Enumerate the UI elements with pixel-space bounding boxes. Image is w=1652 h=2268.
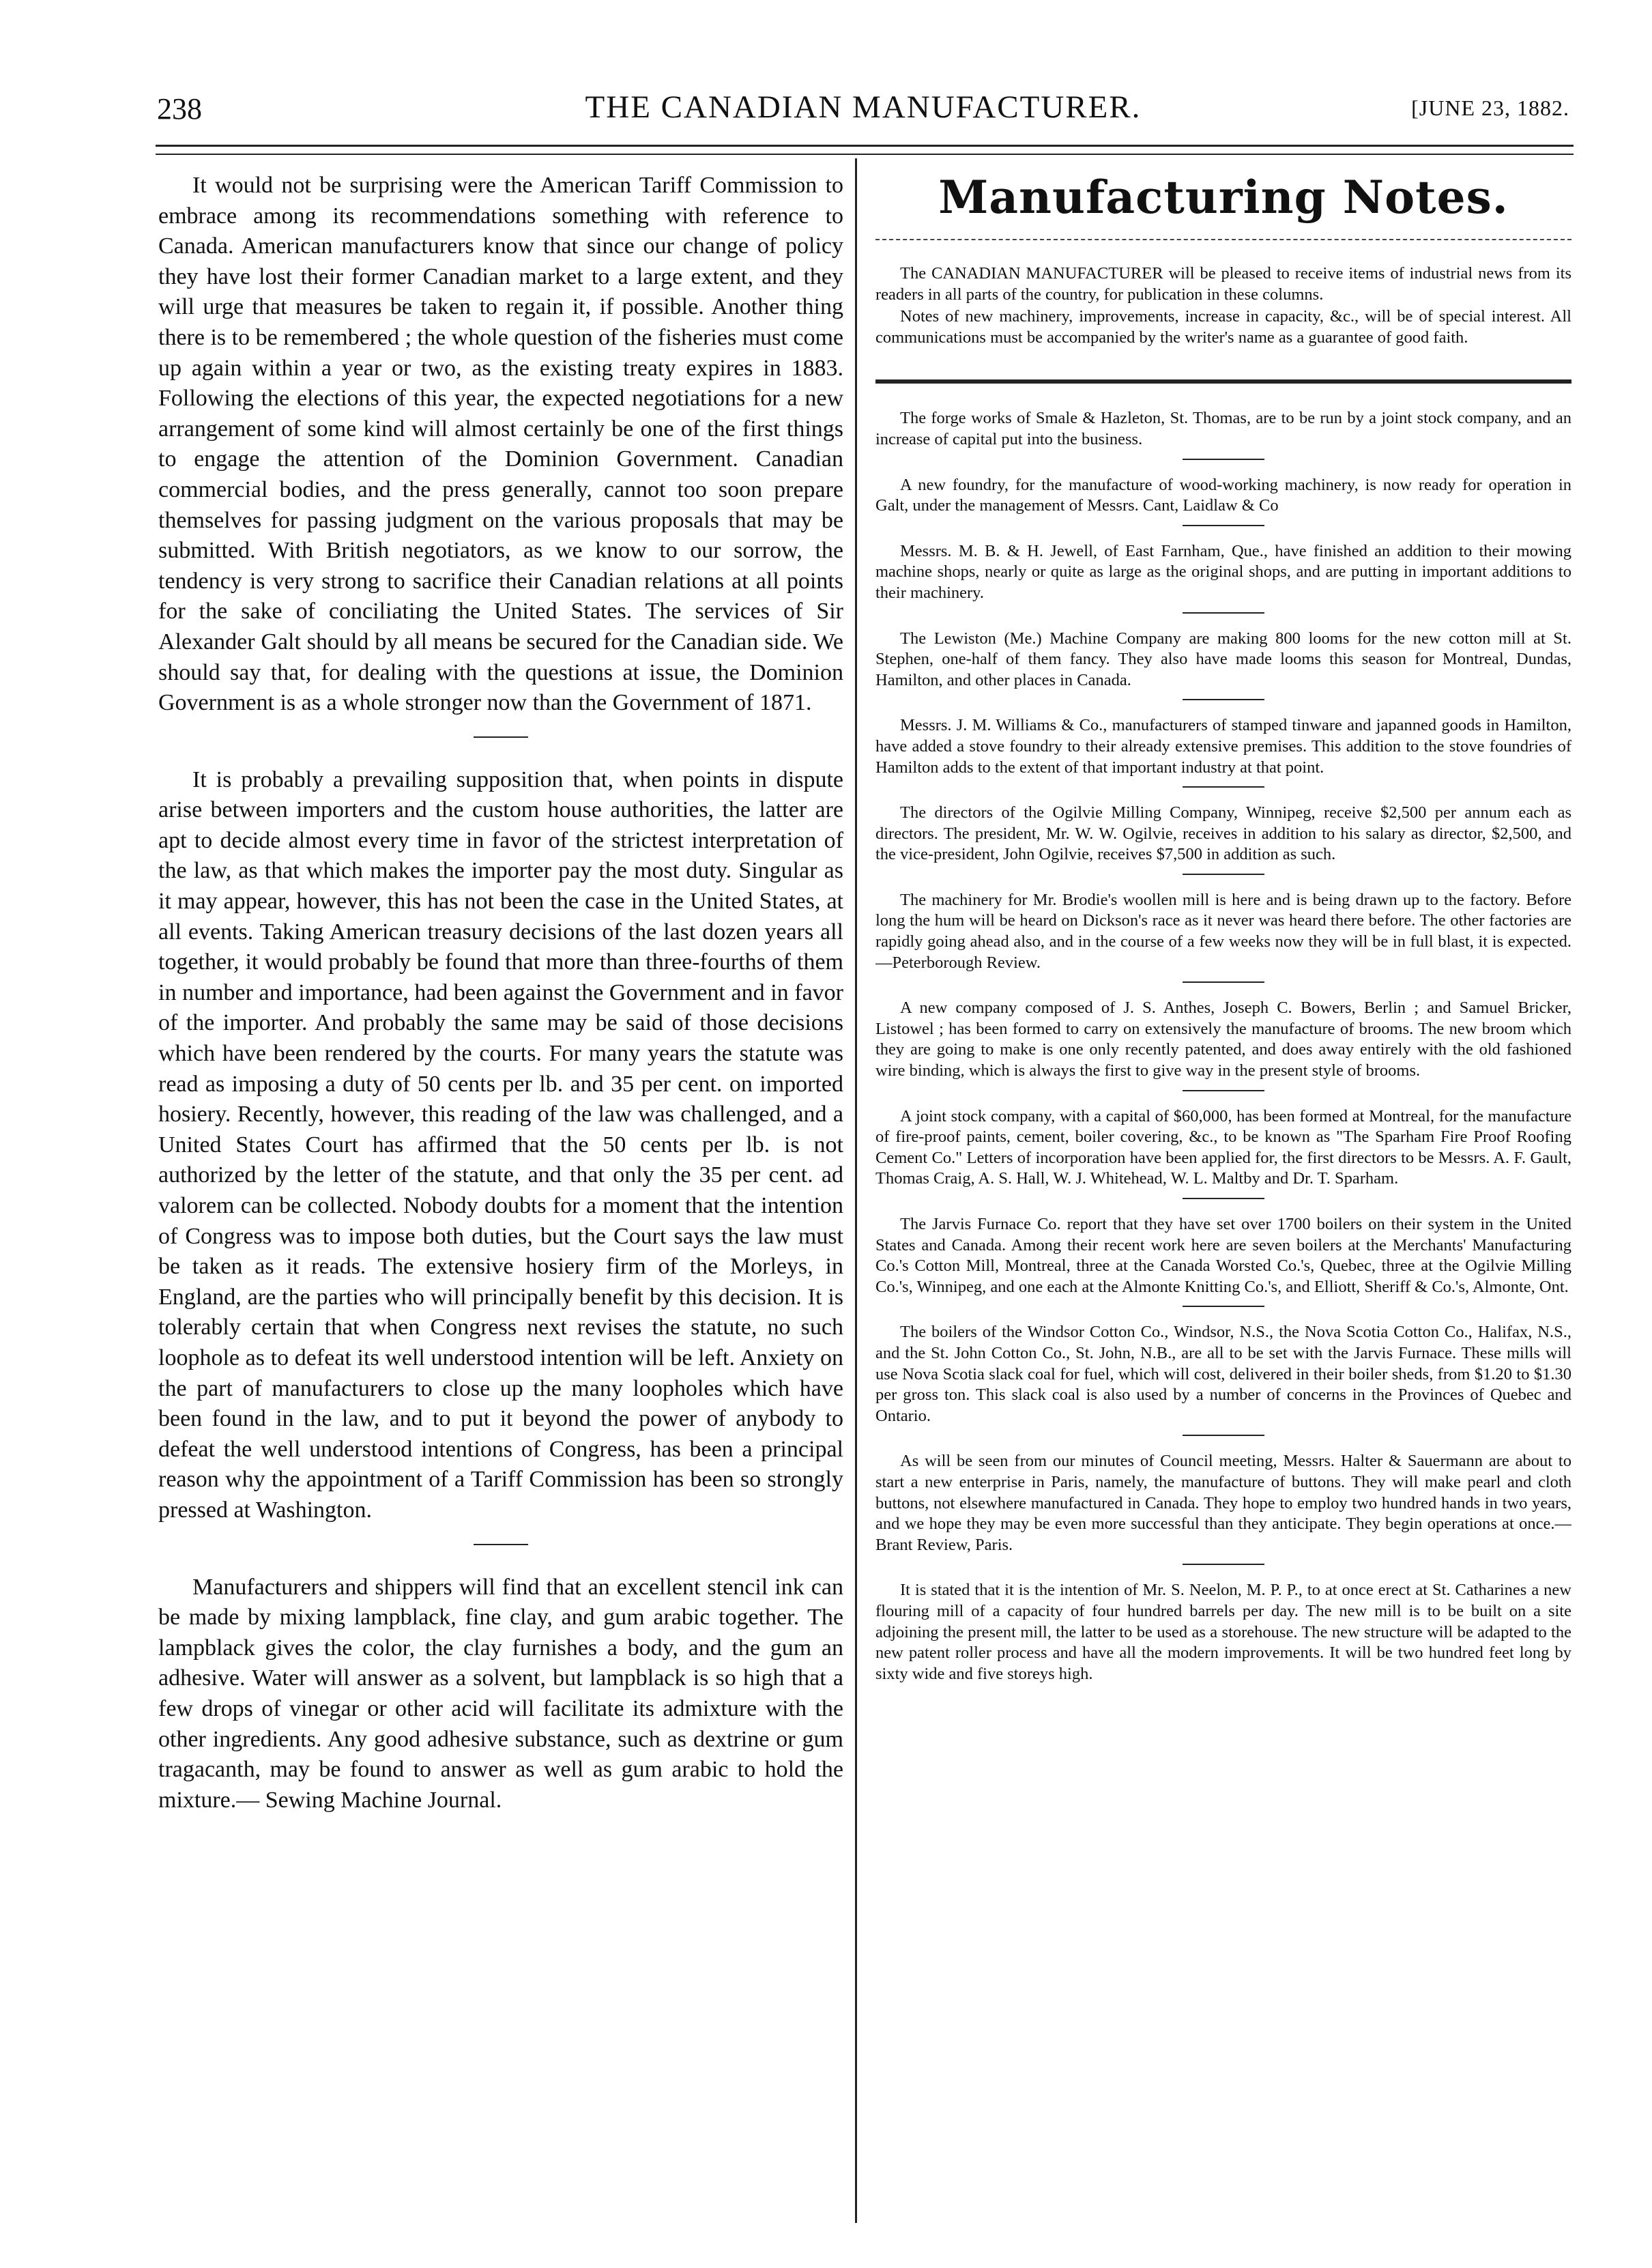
note-item: The machinery for Mr. Brodie's woollen mill is here and is being drawn up to the factory. Before long the hum will be heard on Dickson's race as it never was heard there before. The other factories are rapidly going ahead also, and in the course of a few weeks now they will be in full blast, it is expected.—Peterborough Review.	[875, 890, 1571, 972]
note-item: The Lewiston (Me.) Machine Company are making 800 looms for the new cotton mill at St. Stephen, one-half of them fancy. They also have made looms this season for Montreal, Dundas, Hamilton, and other places in Canada.	[875, 629, 1571, 689]
note-item: The Jarvis Furnace Co. report that they have set over 1700 boilers on their system in the United States and Canada. Among their recent work here are seven boilers at the Merchants' Manufacturing Co.'s Cotton Mill, Montreal, three at the Canada Worsted Co.'s, Quebec, three at the Ogilvie Milling Co.'s, Winnipeg, and one each at the Almonte Knitting Co.'s, and Elliott, Sheriff & Co.'s, Almonte, Ont.	[875, 1215, 1571, 1296]
note-separator	[1183, 874, 1264, 875]
note-separator	[1183, 981, 1264, 983]
note-item: It is stated that it is the intention of Mr. S. Neelon, M. P. P., to at once erect at St. Catharines a new flouring mill of a capacity of four hundred barrels per day. The new mill is to be built on a site adjoining the present mill, the latter to be used as a storehouse. The new structure will be adapted to the new patent roller process and have all the modern improvements. It will be two hundred feet long by sixty wide and five storeys high.	[875, 1581, 1571, 1683]
section-intro	[875, 263, 1571, 348]
issue-date: [JUNE 23, 1882.	[1411, 96, 1569, 120]
note-item: The boilers of the Windsor Cotton Co., Windsor, N.S., the Nova Scotia Cotton Co., Halifax, N.S., and the St. John Cotton Co., St. John, N.B., are all to be set with the Jarvis Furnace. These mills will use Nova Scotia slack coal for fuel, which will cost, delivered in their boiler sheds, from $1.20 to $1.30 per gross ton. This slack coal is also used by a number of concerns in the Provinces of Quebec and Ontario.	[875, 1323, 1571, 1425]
note-item: Messrs. M. B. & H. Jewell, of East Farnham, Que., have finished an addition to their mowing machine shops, nearly or quite as large as the original shops, and are putting in important additions to their machinery.	[875, 541, 1571, 602]
note-item: A joint stock company, with a capital of $60,000, has been formed at Montreal, for the manufacture of fire-proof paints, cement, boiler covering, &c., to be known as "The Sparham Fire Proof Roofing Cement Co." Letters of incorporation have been applied for, the first directors to be Messrs. A. F. Gault, Thomas Craig, A. S. Hall, W. J. Whitehead, W. L. Maltby and Dr. T. Sparham.	[875, 1106, 1571, 1188]
note-separator	[1183, 1306, 1264, 1307]
article-separator	[474, 736, 528, 738]
note-item: A new company composed of J. S. Anthes, Joseph C. Bowers, Berlin ; and Samuel Bricker, Listowel ; has been formed to carry on extensively the manufacture of brooms. The new broom which they are going to make is one only recently patented, and does away entirely with the old fashioned wire binding, which is always the first to give way in the present style of brooms.	[875, 999, 1571, 1080]
note-item: Messrs. J. M. Williams & Co., manufacturers of stamped tinware and japanned goods in Hamilton, have added a stove foundry to their already extensive premises. This addition to the stove foundries of Hamilton adds to the extent of that important industry at that point.	[875, 716, 1571, 777]
heading-rule	[875, 239, 1571, 240]
article-separator	[474, 1544, 528, 1545]
note-item: As will be seen from our minutes of Council meeting, Messrs. Halter & Sauermann are about to start a new enterprise in Paris, namely, the manufacture of buttons. They will make pearl and cloth buttons, not elsewhere manufactured in Canada. They hope to employ two hundred hands in two years, and we hope they may be even more successful than they anticipate. They begin operations at once.—Brant Review, Paris.	[875, 1452, 1571, 1554]
note-item: A new foundry, for the manufacture of wood-working machinery, is now ready for operation in Galt, under the management of Messrs. Cant, Laidlaw & Co	[875, 475, 1571, 515]
section-heading: Manufacturing Notes.	[938, 171, 1509, 224]
note-separator	[1183, 786, 1264, 788]
masthead	[157, 89, 1569, 137]
section-rule	[875, 379, 1571, 384]
masthead-rule	[156, 145, 1574, 155]
note-separator	[1183, 1564, 1264, 1565]
note-item: The forge works of Smale & Hazleton, St. Thomas, are to be run by a joint stock company, and an increase of capital put into the business.	[875, 409, 1571, 448]
note-separator	[1183, 1090, 1264, 1091]
intro-paragraph: Notes of new machinery, improvements, increase in capacity, &c., will be of special interest. All communications must be accompanied by the writer's name as a guarantee of good faith.	[875, 307, 1571, 347]
note-separator	[1183, 612, 1264, 614]
page-number: 238	[157, 92, 202, 126]
right-column	[875, 171, 1571, 2232]
note-separator	[1183, 459, 1264, 460]
publication-title: THE CANADIAN MANUFACTURER.	[585, 89, 1142, 125]
note-separator	[1183, 525, 1264, 526]
column-divider	[855, 158, 857, 2223]
article-tariff-commission: It would not be surprising were the American Tariff Commission to embrace among its recommendations something with reference to Canada. American manufacturers know that since our change of policy they have lost their former Canadian market to a large extent, and they will urge that measures be taken to regain it, if possible. Another thing there is to be remembered ; the whole question of the fisheries must come up again within a year or two, as the existing treaty expires in 1883. Following the elections of this year, the expected negotiations for a new arrangement of some kind will almost certainly be one of the first things to engage the attention of the Dominion Government. Canadian commercial bodies, and the press generally, cannot too soon prepare themselves for passing judgment on the various proposals that may be submitted. With British negotiators, as we know to our sorrow, the tendency is very strong to sacrifice their Canadian relations at all points for the sake of conciliating the United States. The services of Sir Alexander Galt should by all means be secured for the Canadian side. We should say that, for dealing with the questions at issue, the Dominion Government is as a whole stronger now than the Government of 1871.	[158, 173, 843, 716]
article-custom-house-decisions: It is probably a prevailing supposition that, when points in dispute arise between importers and the custom house authorities, the latter are apt to decide almost every time in favor of the strictest interpretation of the law, as that which makes the importer pay the most duty. Singular as it may appear, however, this has not been the case in the United States, at all events. Taking American treasury decisions of the last dozen years all together, it would probably be found that more than three-fourths of them in number and importance, had been against the Government and in favor of the importer. And probably the same may be said of those decisions which have been rendered by the courts. For many years the statute was read as imposing a duty of 50 cents per lb. and 35 per cent. on imported hosiery. Recently, however, this reading of the law was challenged, and a United States Court has affirmed that the 50 cents per lb. is not authorized by the letter of the statute, and that only the 35 per cent. ad valorem can be collected. Nobody doubts for a moment that the intention of Congress was to impose both duties, but the Court says the law must be taken as it reads. The extensive hosiery firm of the Morleys, in England, are the parties who will principally benefit by this decision. It is tolerably certain that when Congress next revises the statute, no such loophole as to defeat its well understood intention will be left. Anxiety on the part of manufacturers to close up the many loopholes which have been found in the law, and to put it beyond the power of anybody to defeat the well understood intentions of Congress, has been a principal reason why the appointment of a Tariff Commission has been so strongly pressed at Washington.	[158, 766, 843, 1523]
note-separator	[1183, 1435, 1264, 1436]
intro-paragraph: The CANADIAN MANUFACTURER will be pleased to receive items of industrial news from its readers in all parts of the country, for publication in these columns.	[875, 264, 1571, 304]
left-column	[158, 171, 843, 2232]
article-stencil-ink: Manufacturers and shippers will find that an excellent stencil ink can be made by mixing lampblack, fine clay, and gum arabic together. The lampblack gives the color, the clay furnishes a body, and the gum an adhesive. Water will answer as a solvent, but lampblack is so high that a few drops of vinegar or other acid will facilitate its admixture with the other ingredients. Any good adhesive substance, such as dextrine or gum tragacanth, may be found to answer as well as gum arabic to hold the mixture.— Sewing Machine Journal.	[158, 1574, 843, 1813]
note-separator	[1183, 1198, 1264, 1199]
note-separator	[1183, 699, 1264, 700]
note-item: The directors of the Ogilvie Milling Company, Winnipeg, receive $2,500 per annum each as directors. The president, Mr. W. W. Ogilvie, receives in addition to his salary as director, $2,500, and the vice-president, John Ogilvie, receives $7,500 in addition as such.	[875, 803, 1571, 864]
